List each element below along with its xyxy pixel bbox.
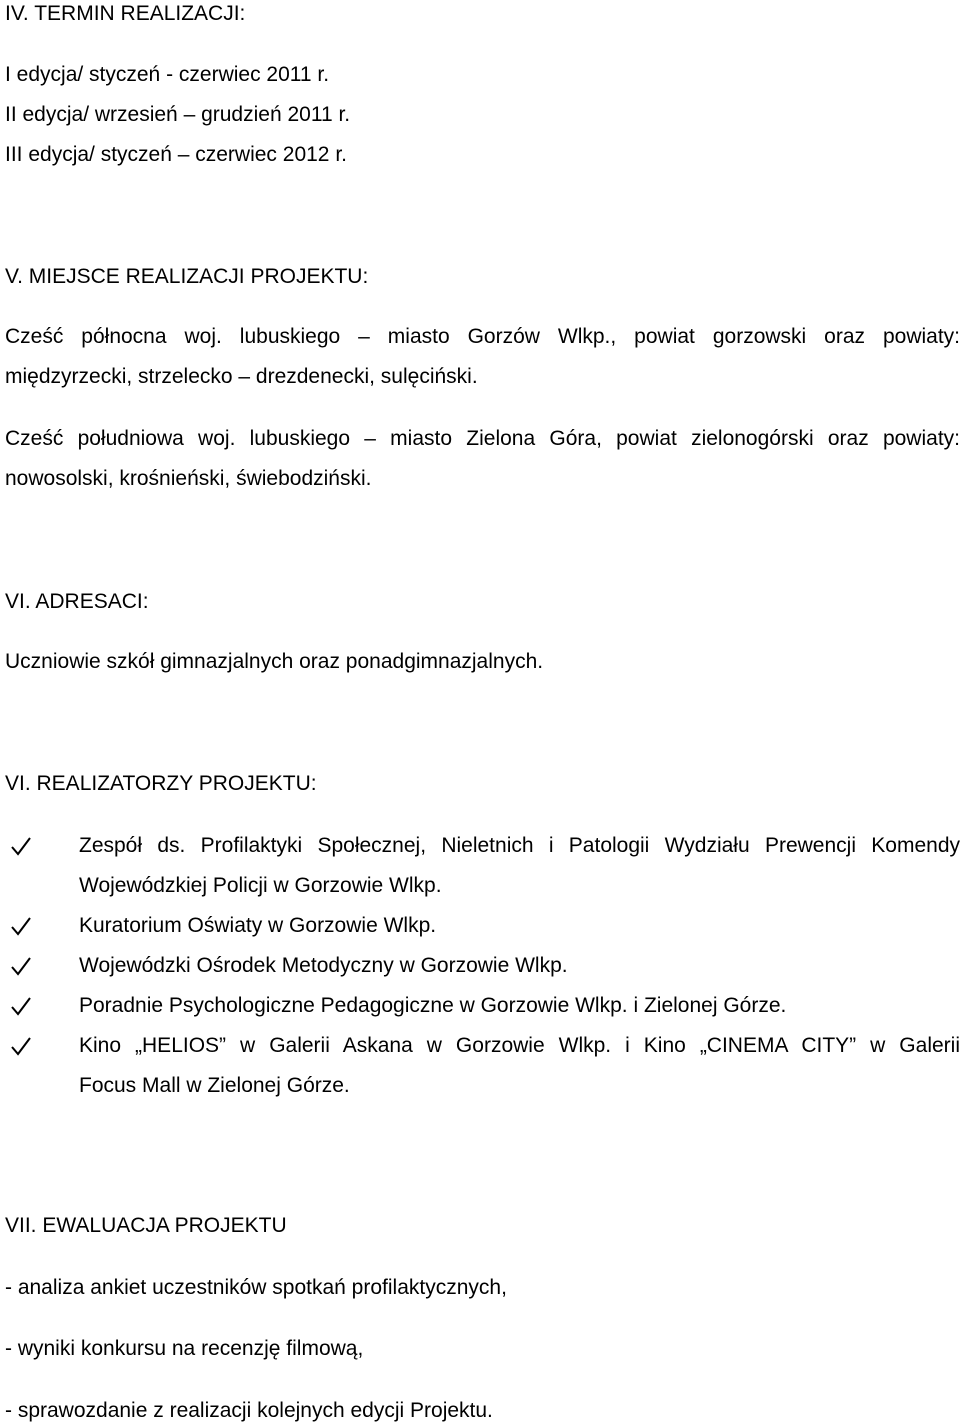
section-vii-heading: VII. EWALUACJA PROJEKTU <box>5 1214 287 1237</box>
list-item-text: Poradnie Psychologiczne Pedagogiczne w Gorzowie Wlkp. i Zielonej Górze. <box>79 994 787 1017</box>
south-region-line-2: nowosolski, krośnieński, świebodziński. <box>5 467 372 490</box>
list-item-text: Kuratorium Oświaty w Gorzowie Wlkp. <box>79 914 437 937</box>
checkmark-icon <box>10 994 32 1018</box>
adresaci-text: Uczniowie szkół gimnazjalnych oraz ponadgimnazjalnych. <box>5 650 544 673</box>
edition-3-line: III edycja/ styczeń – czerwiec 2012 r. <box>5 143 347 166</box>
section-iv-heading: IV. TERMIN REALIZACJI: <box>5 2 246 25</box>
checkmark-icon <box>10 834 32 858</box>
checkmark-icon <box>10 1034 32 1058</box>
section-v-heading: V. MIEJSCE REALIZACJI PROJEKTU: <box>5 265 369 288</box>
evaluation-item: - sprawozdanie z realizacji kolejnych edycji Projektu. <box>5 1399 493 1422</box>
evaluation-item: - analiza ankiet uczestników spotkań profilaktycznych, <box>5 1276 507 1299</box>
evaluation-item: - wyniki konkursu na recenzję filmową, <box>5 1337 364 1360</box>
edition-2-line: II edycja/ wrzesień – grudzień 2011 r. <box>5 103 351 126</box>
north-region-line-2: międzyrzecki, strzelecko – drezdenecki, sulęciński. <box>5 365 478 388</box>
list-item-text: Focus Mall w Zielonej Górze. <box>79 1074 350 1097</box>
list-item-text: Zespół ds. Profilaktyki Społecznej, Nieletnich i Patologii Wydziału Prewencji Komendy <box>79 834 960 857</box>
north-region-line-1: Cześć północna woj. lubuskiego – miasto Gorzów Wlkp., powiat gorzowski oraz powiaty: <box>5 325 960 348</box>
list-item-text: Kino „HELIOS” w Galerii Askana w Gorzowie Wlkp. i Kino „CINEMA CITY” w Galerii <box>79 1034 960 1057</box>
section-vi-realizatorzy-heading: VI. REALIZATORZY PROJEKTU: <box>5 772 317 795</box>
list-item-text: Wojewódzki Ośrodek Metodyczny w Gorzowie Wlkp. <box>79 954 568 977</box>
list-item-text: Wojewódzkiej Policji w Gorzowie Wlkp. <box>79 874 442 897</box>
edition-1-line: I edycja/ styczeń - czerwiec 2011 r. <box>5 63 330 86</box>
checkmark-icon <box>10 954 32 978</box>
south-region-line-1: Cześć południowa woj. lubuskiego – miasto Zielona Góra, powiat zielonogórski oraz powiaty: <box>5 427 960 450</box>
checkmark-icon <box>10 914 32 938</box>
section-vi-adresaci-heading: VI. ADRESACI: <box>5 590 149 613</box>
